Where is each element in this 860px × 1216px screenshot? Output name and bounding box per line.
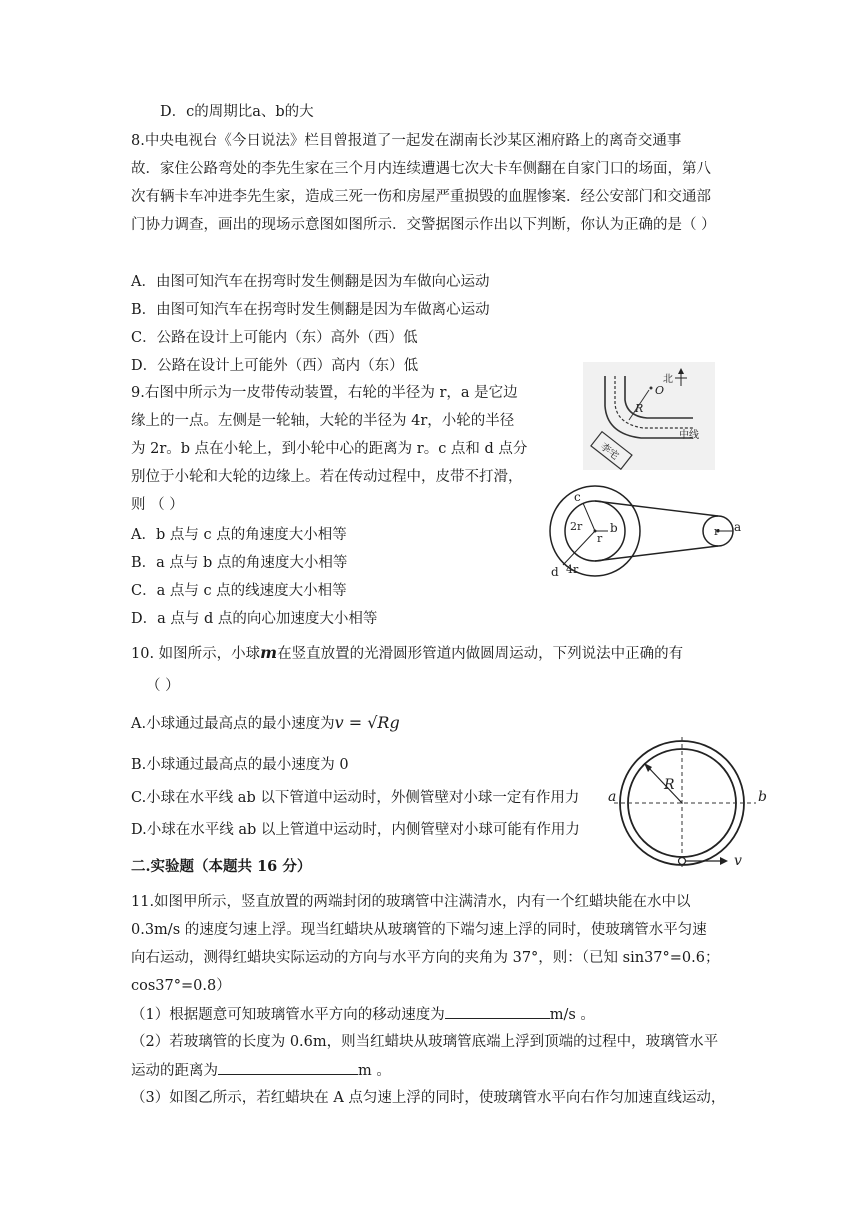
q11-stem-line-3: 向右运动，测得红蜡块实际运动的方向与水平方向的夹角为 37°，则：（已知 sin37°=0.6； [131, 950, 720, 966]
q9-option-a: A．b 点与 c 点的角速度大小相等 [131, 527, 347, 543]
q11-part-2-line-1: （2）若玻璃管的长度为 0.6m，则当红蜡块从玻璃管底端上浮到顶端的过程中，玻璃管水平 [131, 1034, 719, 1050]
q11-part-1: （1）根据题意可知玻璃管水平方向的移动速度为 m/s 。 [131, 1004, 595, 1025]
radius-label: R [635, 402, 644, 415]
belt-bottom [595, 546, 718, 561]
q9-stem-line-1: 9.右图中所示为一皮带传动装置，右轮的半径为 r，a 是它边 [131, 385, 518, 401]
q9-option-b: B．a 点与 b 点的角速度大小相等 [131, 555, 348, 571]
q11-part-2-line-2: 运动的距离为 m 。 [131, 1060, 391, 1081]
q9-stem-line-3: 为 2r。b 点在小轮上，到小轮中心的距离为 r。c 点和 d 点分 [131, 441, 528, 457]
velocity-arrow-icon [720, 857, 728, 865]
radius-small-r-label: r [714, 525, 720, 538]
q8-option-c: C．公路在设计上可能内（东）高外（西）低 [131, 330, 418, 346]
radius-2r-label: 2r [570, 520, 583, 533]
radius-label: R [664, 777, 675, 793]
point-b-label: b [610, 521, 618, 535]
center-point [650, 387, 653, 390]
point-c-label: c [574, 490, 581, 504]
q10-circular-tube-diagram [600, 737, 770, 867]
radius-r-label: r [597, 532, 603, 545]
q11-stem-line-2: 0.3m/s 的速度匀速上浮。现当红蜡块从玻璃管的下端匀速上浮的同时，使玻璃管水平匀速 [131, 922, 707, 938]
q10-option-d: D.小球在水平线 ab 以上管道中运动时，内侧管壁对小球可能有作用力 [131, 822, 580, 838]
point-b-label: b [758, 789, 767, 805]
q11-stem-line-4: cos37°=0.8） [131, 978, 231, 994]
ball [679, 858, 686, 865]
q8-stem-line-4: 门协力调查，画出的现场示意图如图所示．交警据图示作出以下判断，你认为正确的是（ ） [131, 217, 716, 233]
q9-option-d: D．a 点与 d 点的向心加速度大小相等 [131, 611, 378, 627]
point-d-label: d [551, 565, 559, 579]
q10-option-a: A.小球通过最高点的最小速度为v = √Rg [131, 713, 400, 732]
q8-option-b: B．由图可知汽车在拐弯时发生侧翻是因为车做离心运动 [131, 302, 490, 318]
q11-part-3: （3）如图乙所示，若红蜡块在 A 点匀速上浮的同时，使玻璃管水平向右作匀加速直线运动， [131, 1090, 726, 1106]
answer-blank-1[interactable] [445, 1004, 550, 1019]
q8-stem-line-2: 故．家住公路弯处的李先生家在三个月内连续遭遇七次大卡车侧翻在自家门口的场面，第八 [131, 161, 711, 177]
q10-option-b: B.小球通过最高点的最小速度为 0 [131, 757, 349, 773]
q9-stem-line-4: 别位于小轮和大轮的边缘上。若在传动过程中，皮带不打滑， [131, 469, 523, 485]
q7-option-d: D．c的周期比a、b的大 [160, 104, 314, 120]
point-a-label: a [608, 789, 617, 805]
section-title: 二.实验题（本题共 16 分） [131, 858, 312, 875]
q8-stem-line-1: 8.中央电视台《今日说法》栏目曾报道了一起发在湖南长沙某区湘府路上的离奇交通事 [131, 133, 682, 149]
q8-option-d: D．公路在设计上可能外（西）高内（东）低 [131, 358, 419, 374]
belt-top [595, 501, 718, 516]
q10-paren: （ ） [146, 678, 180, 694]
center-label: O [655, 384, 665, 397]
q8-option-a: A．由图可知汽车在拐弯时发生侧翻是因为车做向心运动 [131, 274, 490, 290]
q9-option-c: C．a 点与 c 点的线速度大小相等 [131, 583, 347, 599]
velocity-label: v [734, 853, 742, 867]
q8-stem-line-3: 次有辆卡车冲进李先生家，造成三死一伤和房屋严重损毁的血腥惨案．经公安部门和交通部 [131, 189, 711, 205]
q10-stem: 10. 如图所示，小球m在竖直放置的光滑圆形管道内做圆周运动，下列说法中正确的有 [131, 643, 684, 662]
midline-label: 中线 [679, 430, 699, 441]
q11-stem-line-1: 11.如图甲所示，竖直放置的两端封闭的玻璃管中注满清水，内有一个红蜡块能在水中以 [131, 894, 691, 910]
point-a-label: a [734, 520, 742, 534]
answer-blank-2[interactable] [218, 1060, 358, 1075]
house-label: 李宅 [597, 441, 621, 463]
q9-belt-drive-diagram [548, 480, 748, 580]
q8-road-diagram [583, 362, 715, 470]
q9-stem-line-5: 则 （ ） [131, 497, 184, 513]
q9-stem-line-2: 缘上的一点。左侧是一轮轴，大轮的半径为 4r，小轮的半径 [131, 413, 515, 429]
north-label: 北 [663, 374, 673, 385]
radius-4r-label: 4r [566, 563, 579, 576]
q10-option-c: C.小球在水平线 ab 以下管道中运动时，外侧管壁对小球一定有作用力 [131, 790, 580, 806]
formula-v-sqrt-rg: v = √Rg [334, 713, 400, 732]
